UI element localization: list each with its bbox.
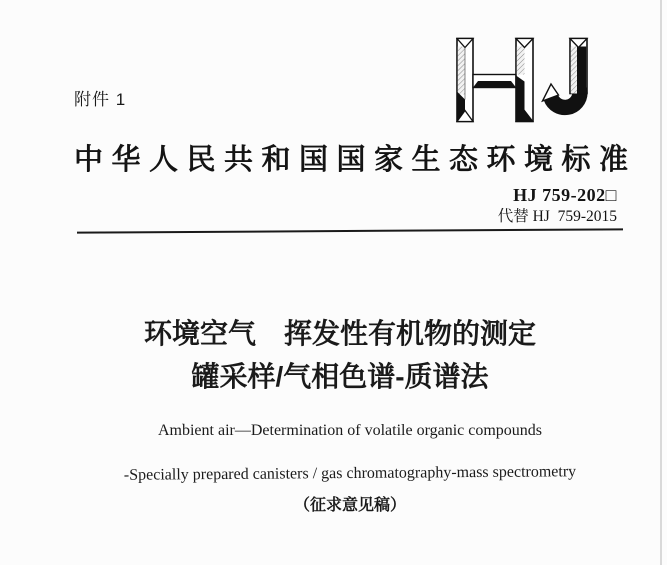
header-rule <box>77 228 623 234</box>
title-en-line2: -Specially prepared canisters / gas chromatography-mass spectrometry <box>123 463 577 484</box>
replaces-note: 代替 HJ 759-2015 <box>497 208 617 225</box>
title-cn-line1: 环境空气 挥发性有机物的测定 <box>143 318 536 349</box>
hj-logo <box>456 37 590 124</box>
attachment-label: 附件 1 <box>74 90 127 109</box>
hj-logo-graphic <box>456 37 590 124</box>
page-edge-line <box>660 0 662 565</box>
title-en-line1: Ambient air—Determination of volatile organic compounds <box>157 422 543 439</box>
standard-number: HJ 759-202□ <box>513 185 617 205</box>
org-heading: 中华人民共和国国家生态环境标准 <box>74 144 637 176</box>
title-cn-line2: 罐采样/气相色谱-质谱法 <box>191 361 489 392</box>
draft-note: （征求意见稿） <box>293 497 406 514</box>
standard-number-block <box>498 185 617 226</box>
